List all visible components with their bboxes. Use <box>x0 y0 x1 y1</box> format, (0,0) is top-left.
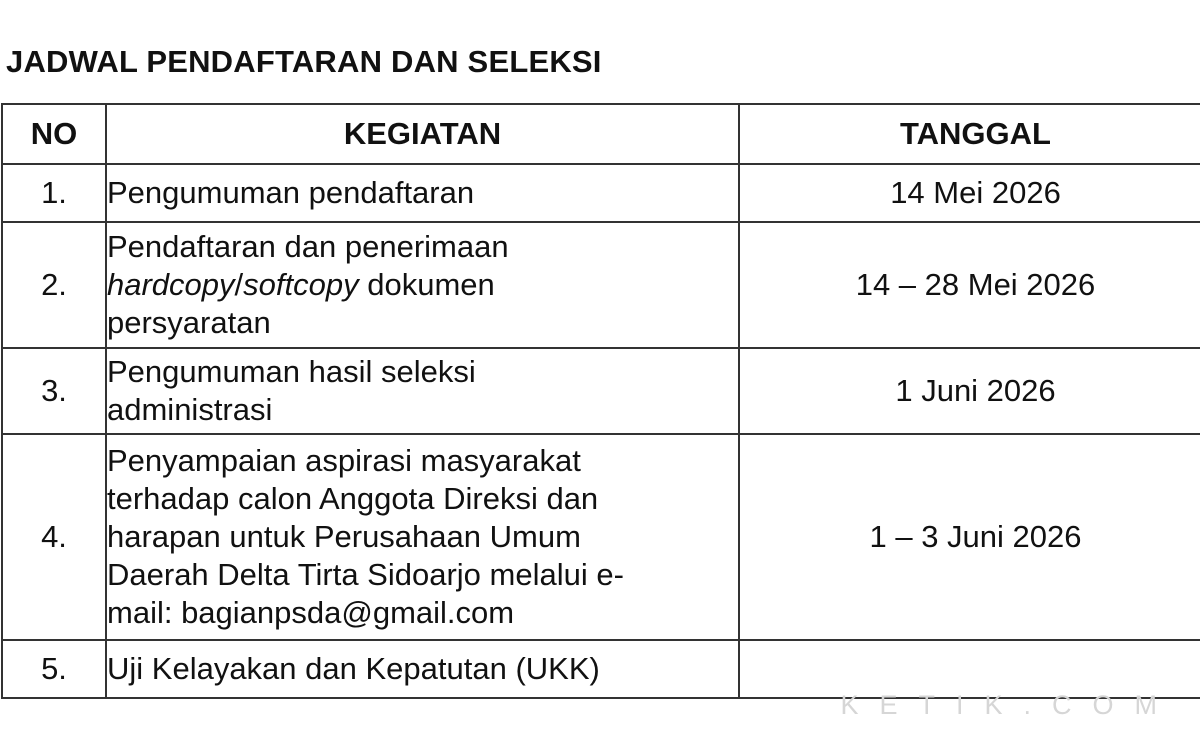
header-tanggal: TANGGAL <box>739 104 1200 164</box>
activity-line: Pengumuman pendaftaran <box>107 175 475 210</box>
row-date: 14 Mei 2026 <box>739 164 1200 222</box>
row-activity <box>106 164 739 222</box>
table-row <box>2 434 1200 640</box>
activity-line: terhadap calon Anggota Direksi dan <box>107 481 599 516</box>
table-row <box>2 348 1200 434</box>
document-title: JADWAL PENDAFTARAN DAN SELEKSI <box>6 44 602 79</box>
row-number: 4. <box>2 434 106 640</box>
schedule-table <box>1 103 1200 699</box>
header-kegiatan: KEGIATAN <box>106 104 739 164</box>
row-activity <box>106 434 739 640</box>
activity-line: Penyampaian aspirasi masyarakat <box>107 443 581 478</box>
activity-italic-term: softcopy <box>243 267 359 302</box>
table-header-row <box>2 104 1200 164</box>
row-date: 1 Juni 2026 <box>739 348 1200 434</box>
row-date: 1 – 3 Juni 2026 <box>739 434 1200 640</box>
row-activity <box>106 348 739 434</box>
activity-line: mail: bagianpsda@gmail.com <box>107 595 515 630</box>
activity-line: persyaratan <box>107 305 271 340</box>
row-activity <box>106 640 739 698</box>
row-number: 1. <box>2 164 106 222</box>
activity-text: dokumen <box>358 267 495 302</box>
activity-line: Uji Kelayakan dan Kepatutan (UKK) <box>107 651 600 686</box>
activity-line: Pengumuman hasil seleksi <box>107 354 476 389</box>
activity-line: administrasi <box>107 392 273 427</box>
table-row <box>2 222 1200 348</box>
activity-line: Daerah Delta Tirta Sidoarjo melalui e- <box>107 557 624 592</box>
activity-line: harapan untuk Perusahaan Umum <box>107 519 581 554</box>
header-no: NO <box>2 104 106 164</box>
row-number: 3. <box>2 348 106 434</box>
row-number: 2. <box>2 222 106 348</box>
activity-line <box>107 266 738 304</box>
row-activity <box>106 222 739 348</box>
row-number: 5. <box>2 640 106 698</box>
activity-line: Pendaftaran dan penerimaan <box>107 229 509 264</box>
watermark-text: KETIK.COM <box>840 690 1178 720</box>
row-date: 14 – 28 Mei 2026 <box>739 222 1200 348</box>
activity-italic-term: hardcopy <box>107 267 235 302</box>
activity-separator: / <box>234 267 244 302</box>
table-row <box>2 164 1200 222</box>
